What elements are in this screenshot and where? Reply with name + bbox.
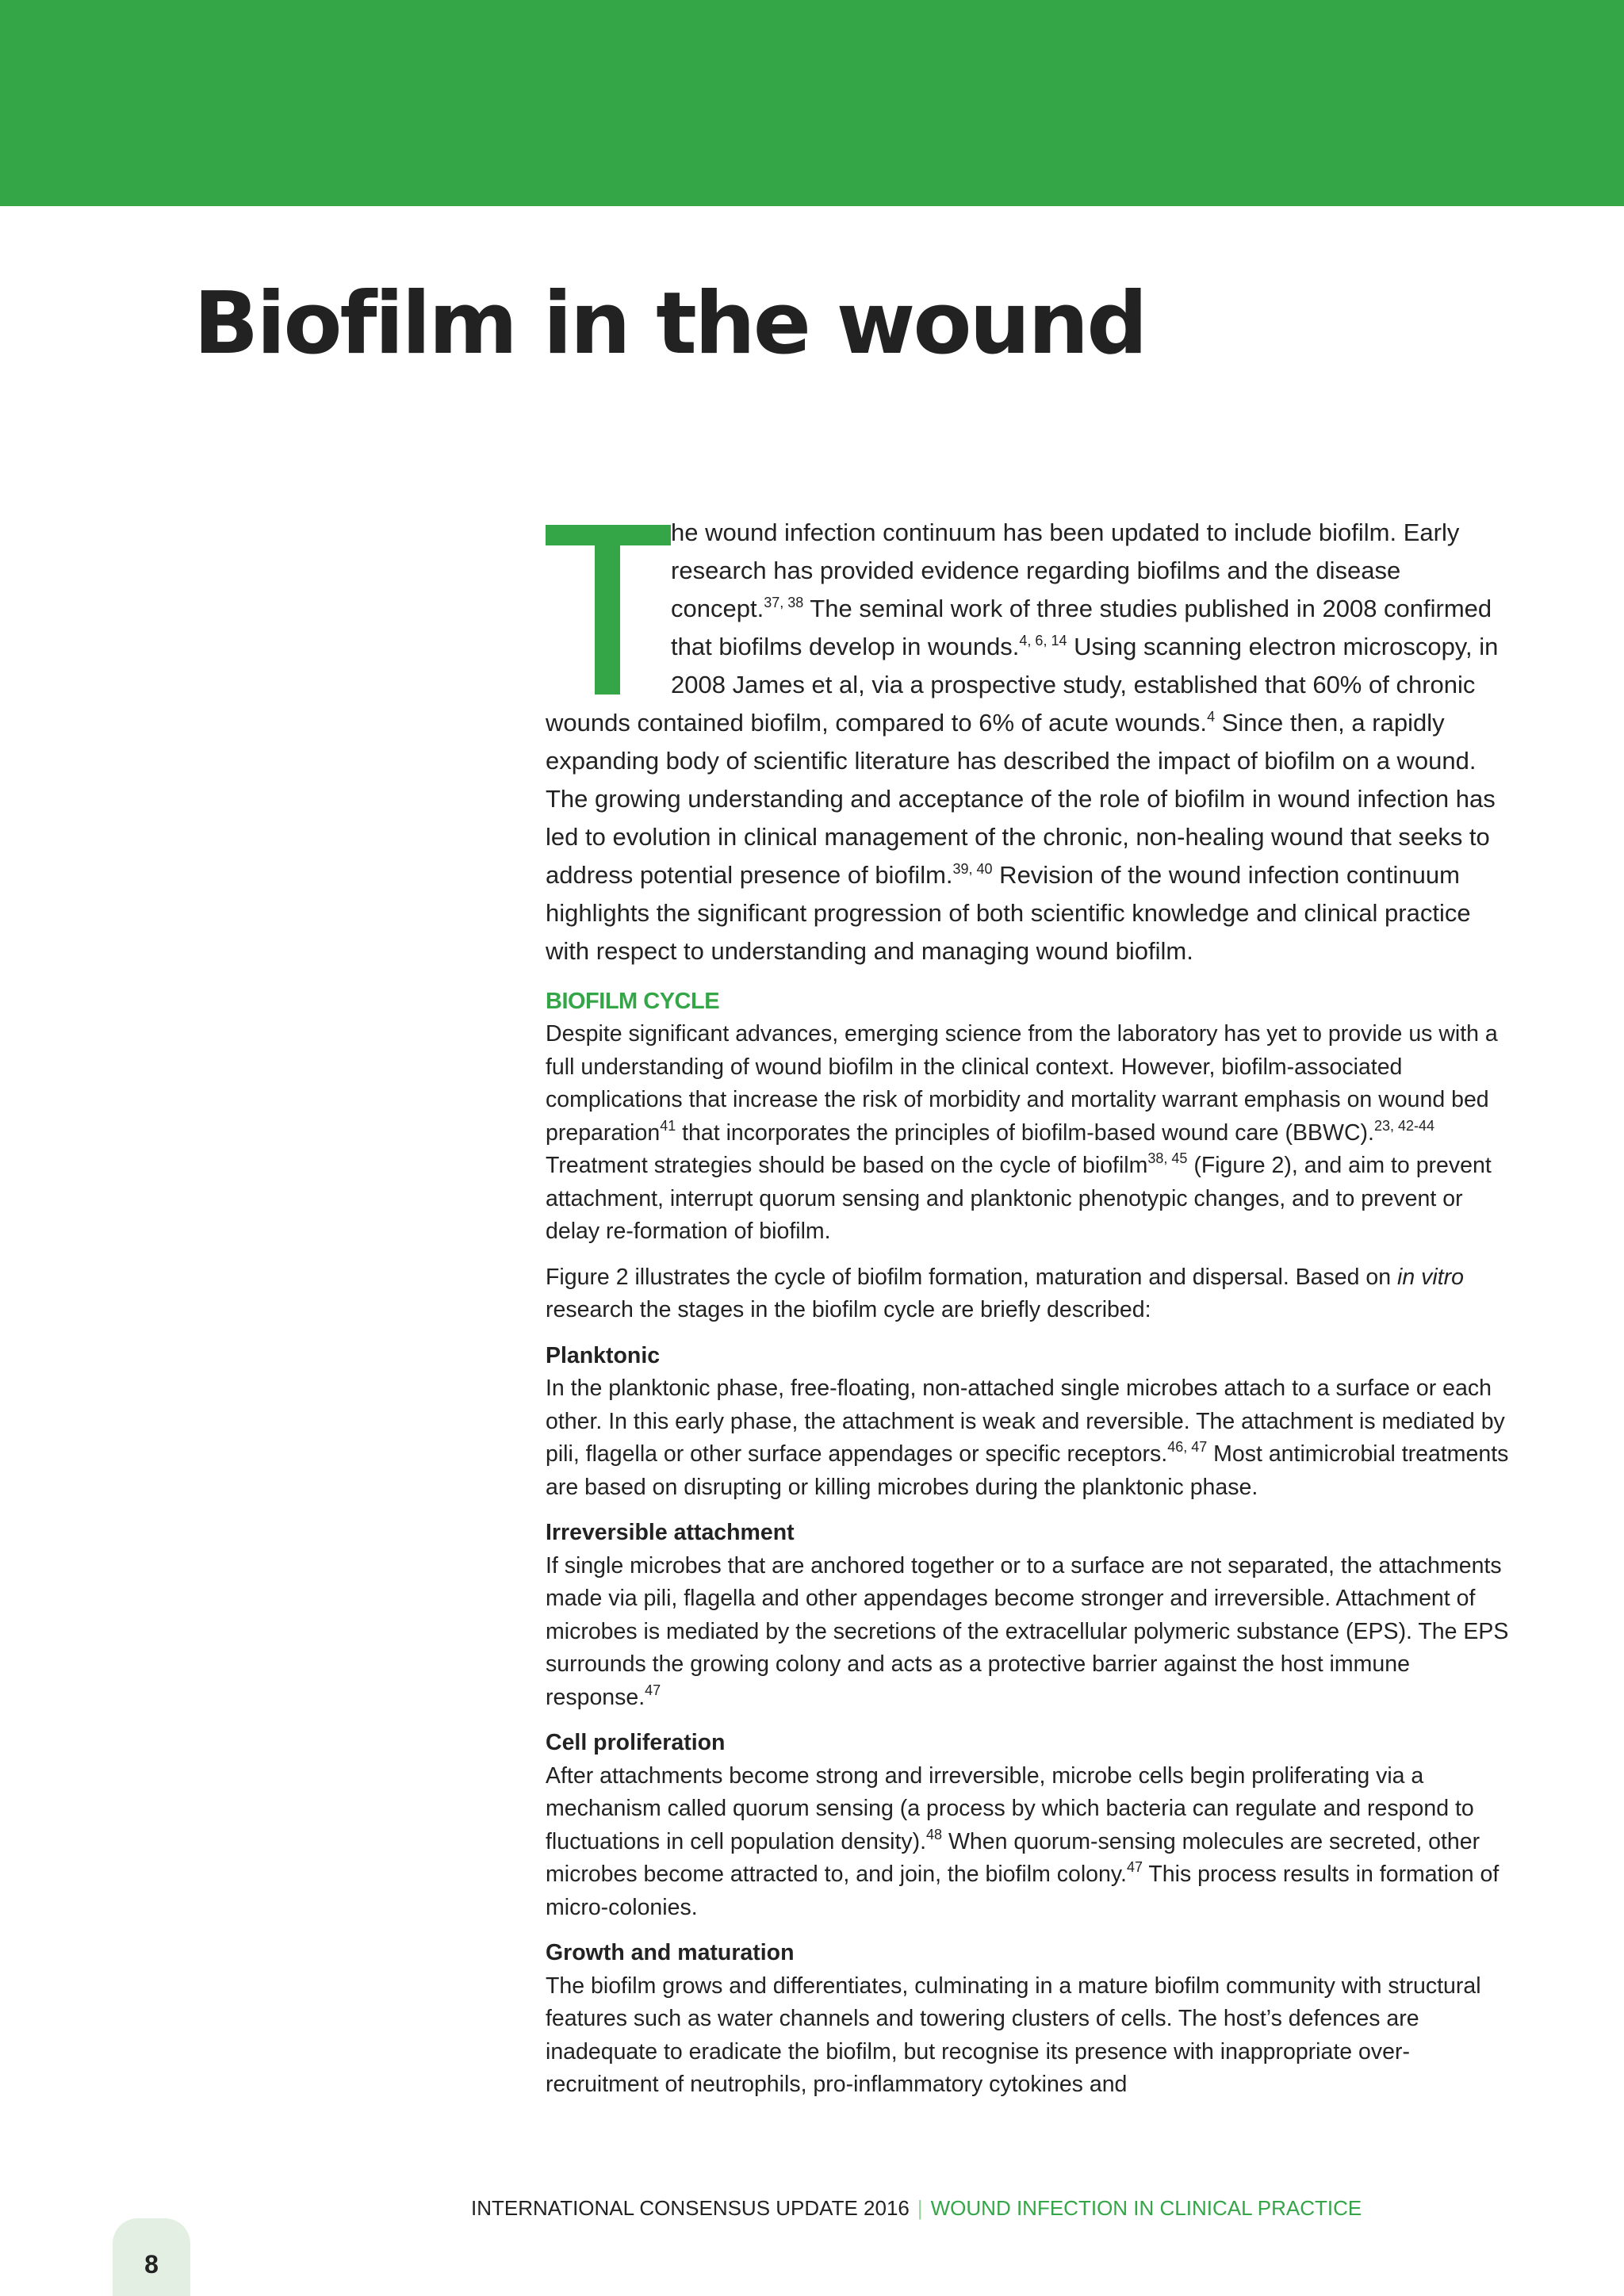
- subheading-cell-proliferation: Cell proliferation: [546, 1730, 726, 1755]
- citation: 23, 42-44: [1373, 1117, 1435, 1134]
- footer-document-title: WOUND INFECTION IN CLINICAL PRACTICE: [930, 2196, 1362, 2220]
- citation: 37, 38: [764, 595, 804, 610]
- citation: 47: [645, 1682, 661, 1698]
- article-body: [546, 514, 1515, 2114]
- subheading-growth-and-maturation: Growth and maturation: [546, 1940, 795, 1965]
- irreversible-attachment-paragraph: If single microbes that are anchored together or to a surface are not separated, the attachments made via pili, flagella and other appendages become stronger and irreversible. Attachment of microbes is mediated by the secretions of the extracellular polymeric substance (EPS). The EPS surrounds the growing colony and acts as a protective barrier against the host immune response.$^{47}$: [546, 1552, 1509, 1710]
- planktonic-paragraph: In the planktonic phase, free-floating, non-attached single microbes attach to a surface or each other. In this early phase, the attachment is weak and reversible. The attachment is mediated by pili, flagella or other surface appendages or specific receptors.$^{46, 47}$ Most antimicrobial treatments are based on disrupting or killing microbes during the planktonic phase.: [546, 1376, 1509, 1500]
- subheading-planktonic: Planktonic: [546, 1342, 661, 1368]
- section-heading-biofilm-cycle: BIOFILM CYCLE: [546, 989, 720, 1014]
- citation: 48: [926, 1826, 943, 1843]
- footer-publication-title: INTERNATIONAL CONSENSUS UPDATE 2016: [471, 2196, 910, 2220]
- page-number-tab: [113, 2218, 190, 2296]
- header-band: [0, 0, 1624, 206]
- biofilm-cycle-paragraph: Despite significant advances, emerging science from the laboratory has yet to provide us with a full understanding of wound biofilm in the clinical context. However, biofilm-associated complications that increase the risk of morbidity and mortality warrant emphasis on wound bed preparation$^{41}$ that incorporates the principles of biofilm-based wound care (BBWC).$^{23, 42-44}$ Treatment strategies should be based on the cycle of biofilm$^{38, 45}$ (Figure 2), and aim to prevent attachment, interrupt quorum sensing and planktonic phenotypic changes, and to prevent or delay re-formation of biofilm.: [546, 1021, 1498, 1244]
- citation: 46, 47: [1167, 1439, 1208, 1455]
- page-number: 8: [144, 2250, 159, 2279]
- page-title: Biofilm in the wound: [193, 274, 1146, 373]
- citation: 47: [1126, 1859, 1143, 1875]
- citation: 41: [660, 1117, 676, 1134]
- cell-proliferation-paragraph: After attachments become strong and irreversible, microbe cells begin proliferating via a mechanism called quorum sensing (a process by which bacteria can regulate and respond to fluctuations in cell population density).$^{48}$ When quorum-sensing molecules are secreted, other microbes become attracted to, and join, the biofilm colony.$^{47}$ This process results in formation of micro-colonies.: [546, 1762, 1500, 1920]
- citation: 38, 45: [1147, 1150, 1188, 1166]
- intro-paragraph: he wound infection continuum has been updated to include biofilm. Early research has provided evidence regarding biofilms and the disease concept.$^{37, 38}$ The seminal work of three studies published in 2008 confirmed that biofilms develop in wounds.$^{4, 6, 14}$ Using scanning electron microscopy, in 2008 James et al, via a prospective study, established that 60% of chronic wounds contained biofilm, compared to 6% of acute wounds.$^4$ Since then, a rapidly expanding body of scientific literature has described the impact of biofilm on a wound. The growing understanding and acceptance of the role of biofilm in wound infection has led to evolution in clinical management of the chronic, non-healing wound that seeks to address potential presence of biofilm.$^{39, 40}$ Revision of the wound infection continuum highlights the significant progression of both scientific knowledge and clinical practice with respect to understanding and managing wound biofilm.: [546, 519, 1499, 965]
- growth-and-maturation-paragraph: The biofilm grows and differentiates, culminating in a mature biofilm community with structural features such as water channels and towering clusters of cells. The host’s defences are inadequate to eradicate the biofilm, but recognise its presence with inappropriate over-recruitment of neutrophils, pro-inflammatory cytokines and: [546, 1973, 1481, 2097]
- drop-cap: [546, 517, 671, 696]
- footer-separator: |: [917, 2196, 923, 2220]
- figure-intro-paragraph: Figure 2 illustrates the cycle of biofilm formation, maturation and dispersal. Based on in vitro research the stages in the biofilm cycle are briefly described:: [546, 1264, 1464, 1322]
- subheading-irreversible-attachment: Irreversible attachment: [546, 1520, 795, 1545]
- citation: 4: [1207, 709, 1216, 725]
- citation: 39, 40: [952, 861, 993, 877]
- citation: 4, 6, 14: [1019, 633, 1067, 649]
